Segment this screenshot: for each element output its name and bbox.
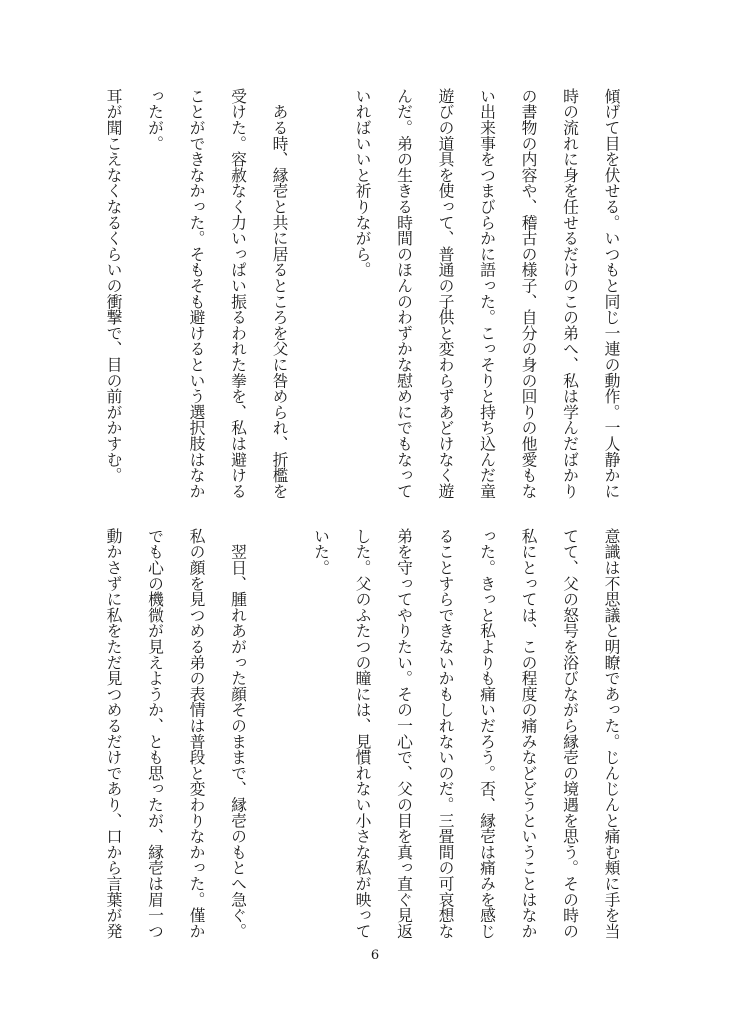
- text-line: 私の顔を見つめる弟の表情は普段と変わりなかった。僅か: [187, 528, 206, 939]
- text-line: の書物の内容や、稽古の様子、自分の身の回りの他愛もな: [519, 88, 538, 499]
- lower-text-block: [93, 528, 633, 948]
- text-line: 翌日、腫れあがった顔そのままで、縁壱のもとへ急ぐ。: [228, 528, 248, 939]
- text-line: 時の流れに身を任せるだけのこの弟へ、私は学んだばかり: [560, 88, 580, 499]
- text-line: 遊びの道具を使って、普通の子供と変わらずあどけなく遊: [436, 88, 455, 499]
- text-line: いた。: [311, 528, 331, 576]
- paragraph-break: [300, 88, 342, 508]
- text-line: でも心の機微が見えようか、とも思ったが、縁壱は眉一つ: [145, 528, 165, 939]
- text-line: ことができなかった。そもそも避けるという選択肢はなか: [187, 88, 206, 499]
- text-line: 傾げて目を伏せる。いつもと同じ一連の動作。一人静かに: [602, 88, 621, 499]
- text-line: 弟を守ってやりたい。その一心で、父の目を真っ直ぐ見返: [394, 528, 414, 939]
- text-line: てて、父の怒号を浴びながら縁壱の境遇を思う。その時の: [560, 528, 580, 939]
- text-line: 受けた。容赦なく力いっぱい振るわれた拳を、私は避ける: [228, 88, 248, 499]
- page-number: 6: [370, 948, 380, 963]
- text-line: った。きっと私よりも痛いだろう。否、縁壱は痛みを感じ: [477, 528, 497, 939]
- text-line: 耳が聞こえなくなるくらいの衝撃で、目の前がかすむ。: [104, 88, 123, 483]
- upper-text-block: [93, 88, 633, 508]
- text-line: ることすらできないかもしれないのだ。三畳間の可哀想な: [436, 528, 455, 939]
- text-line: いればいいと祈りながら。: [353, 88, 372, 278]
- text-line: 意識は不思議と明瞭であった。じんじんと痛む頬に手を当: [602, 528, 621, 939]
- text-line: い出来事をつまびらかに語った。こっそりと持ち込んだ童: [477, 88, 497, 499]
- text-line: 私にとっては、この程度の痛みなどどうということはなか: [519, 528, 538, 939]
- text-line: 動かさずに私をただ見つめるだけであり、口から言葉が発: [104, 528, 123, 939]
- text-line: ある時、縁壱と共に居るところを父に咎められ、折檻を: [270, 88, 289, 499]
- text-line: んだ。弟の生きる時間のほんのわずかな慰めにでもなって: [394, 88, 414, 499]
- text-line: ったが。: [145, 88, 165, 152]
- paragraph-break: [259, 528, 301, 948]
- text-line: した。父のふたつの瞳には、見慣れない小さな私が映って: [353, 528, 372, 939]
